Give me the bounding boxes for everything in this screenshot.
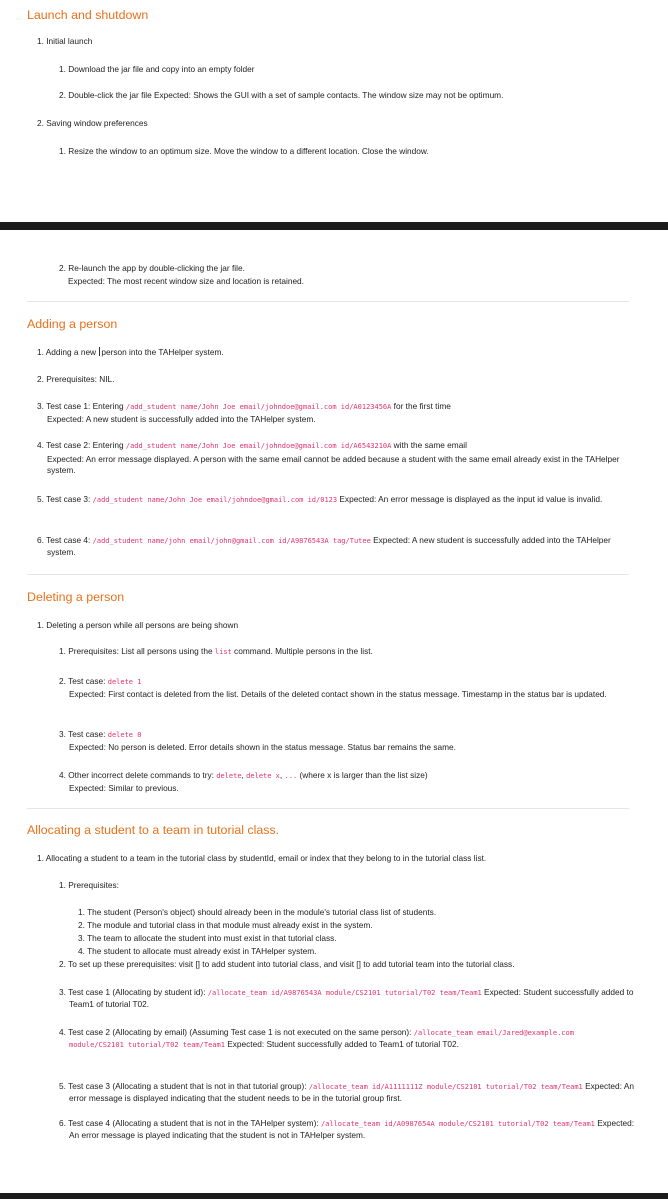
list-item: 2. To set up these prerequisites: visit [] to add student into tutorial class, and visit [] to add tutorial team into the tutorial class.: [59, 959, 515, 969]
command-code: /allocate_team id/A9876543A module/CS2101 tutorial/T02 team/Team1: [207, 989, 482, 997]
section-title-launch: Launch and shutdown: [27, 8, 149, 22]
list-item: 2. The module and tutorial class in that module must already exist in the system.: [78, 920, 373, 930]
list-item: 1. Deleting a person while all persons are being shown: [37, 620, 239, 630]
list-item: 2. Saving window preferences: [37, 118, 148, 128]
divider: [27, 808, 629, 809]
list-item: 4. The student to allocate must already exist in TAHelper system.: [78, 946, 317, 956]
list-item: 5. Test case 3 (Allocating a student that is not in that tutorial group): /allocate_team id/A1111111Z module/CS2101 tutorial/T02 team/Team1 Expected: An error message is displayed indicating that the student needs to be in the tutorial group first.: [59, 1081, 634, 1103]
section-title-add: Adding a person: [27, 317, 118, 331]
list-item: 4. Other incorrect delete commands to try: delete, delete x, ... (where x is larger than the list size): [59, 770, 428, 780]
expected-text: Expected: No person is deleted. Error details shown in the status message. Status bar remains the same.: [69, 742, 456, 752]
expected-text: Expected: First contact is deleted from the list. Details of the deleted contact shown in the status message. Timestamp in the status bar is updated.: [69, 689, 607, 699]
divider: [27, 574, 629, 575]
section-title-allocate: Allocating a student to a team in tutorial class.: [27, 823, 280, 837]
command-code: delete x: [246, 772, 280, 780]
command-code: /add_student name/John Joe email/johndoe@gmail.com id/0123: [92, 496, 338, 504]
command-code: /add_student name/john email/john@gmail.com id/A9876543A tag/Tutee: [92, 537, 371, 545]
list-item: 3. Test case 1: Entering /add_student name/John Joe email/johndoe@gmail.com id/A0123456A for the first time: [37, 401, 451, 411]
page-top: [0, 0, 668, 222]
command-code: ...: [284, 772, 298, 780]
list-item: 3. The team to allocate the student into must exist in that tutorial class.: [78, 933, 337, 943]
command-code: delete: [216, 772, 242, 780]
list-item: 3. Test case 1 (Allocating by student id): /allocate_team id/A9876543A module/CS2101 tutorial/T02 team/Team1 Expected: Student successfully added to Team1 of tutorial T02.: [59, 987, 634, 1009]
list-item: 1. Download the jar file and copy into an empty folder: [59, 64, 255, 74]
command-code: list: [214, 648, 232, 656]
list-item: 6. Test case 4 (Allocating a student that is not in the TAHelper system): /allocate_team id/A0987654A module/CS2101 tutorial/T02 team/Team1 Expected: An error message is played indicating that the student is not in TAHelper system.: [59, 1118, 635, 1140]
command-code: /allocate_team id/A1111111Z module/CS2101 tutorial/T02 team/Team1: [308, 1083, 583, 1091]
page-separator: [0, 222, 668, 230]
list-item: 1. Allocating a student to a team in the tutorial class by studentId, email or index that they belong to in the tutorial class list.: [37, 853, 487, 863]
command-code: /add_student name/John Joe email/johndoe@gmail.com id/A0123456A: [125, 403, 392, 411]
expected-text: Expected: A new student is successfully added into the TAHelper system.: [47, 414, 316, 424]
list-item: 4. Test case 2 (Allocating by email) (Assuming Test case 1 is not executed on the same person): /allocate_team email/Jared@example.com module/CS2101 tutorial/T02 team/Team1 Expected: Student successfully added to Team1 of tutorial T02.: [59, 1027, 574, 1049]
expected-text: Expected: The most recent window size and location is retained.: [68, 276, 304, 286]
list-item: 1. The student (Person's object) should already been in the module's tutorial class list of students.: [78, 907, 437, 917]
list-item: 6. Test case 4: /add_student name/john email/john@gmail.com id/A9876543A tag/Tutee Expected: A new student is successfully added into the TAHelper system.: [37, 535, 611, 557]
list-item: 1. Initial launch: [37, 36, 93, 46]
list-item: 1. Prerequisites:: [59, 880, 119, 890]
list-item: 2. Test case: delete 1: [59, 676, 142, 686]
command-code: delete 1: [107, 678, 142, 686]
list-item: 1. Resize the window to an optimum size. Move the window to a different location. Close the window.: [59, 146, 429, 156]
list-item: 1. Prerequisites: List all persons using the list command. Multiple persons in the list.: [59, 646, 373, 656]
list-item: 3. Test case: delete 0: [59, 729, 142, 739]
page-bottom: [0, 230, 668, 1192]
section-title-delete: Deleting a person: [27, 590, 125, 604]
expected-text: Expected: Similar to previous.: [69, 783, 179, 793]
list-item: 4. Test case 2: Entering /add_student name/John Joe email/johndoe@gmail.com id/A6543210A with the same email: [37, 440, 467, 450]
page-separator: [0, 1193, 668, 1199]
command-code: /allocate_team email/Jared@example.com module/CS2101 tutorial/T02 team/Team1: [69, 1029, 574, 1049]
command-code: /add_student name/John Joe email/johndoe@gmail.com id/A6543210A: [125, 442, 392, 450]
expected-text: Expected: An error message displayed. A person with the same email cannot be added because a student with the same email already exist in the TAHelper system.: [47, 454, 620, 475]
list-item: 2. Double-click the jar file Expected: Shows the GUI with a set of sample contacts. The window size may not be optimum.: [59, 90, 504, 100]
command-code: delete 0: [107, 731, 142, 739]
list-item: 2. Re-launch the app by double-clicking the jar file.: [59, 263, 245, 273]
list-item: 1. Adding a new person into the TAHelper system.: [37, 347, 224, 357]
list-item: 5. Test case 3: /add_student name/John Joe email/johndoe@gmail.com id/0123 Expected: An error message is displayed as the input id value is invalid.: [37, 494, 603, 504]
command-code: /allocate_team id/A0987654A module/CS2101 tutorial/T02 team/Team1: [320, 1120, 595, 1128]
divider: [27, 301, 629, 302]
list-item: 2. Prerequisites: NIL.: [37, 374, 115, 384]
